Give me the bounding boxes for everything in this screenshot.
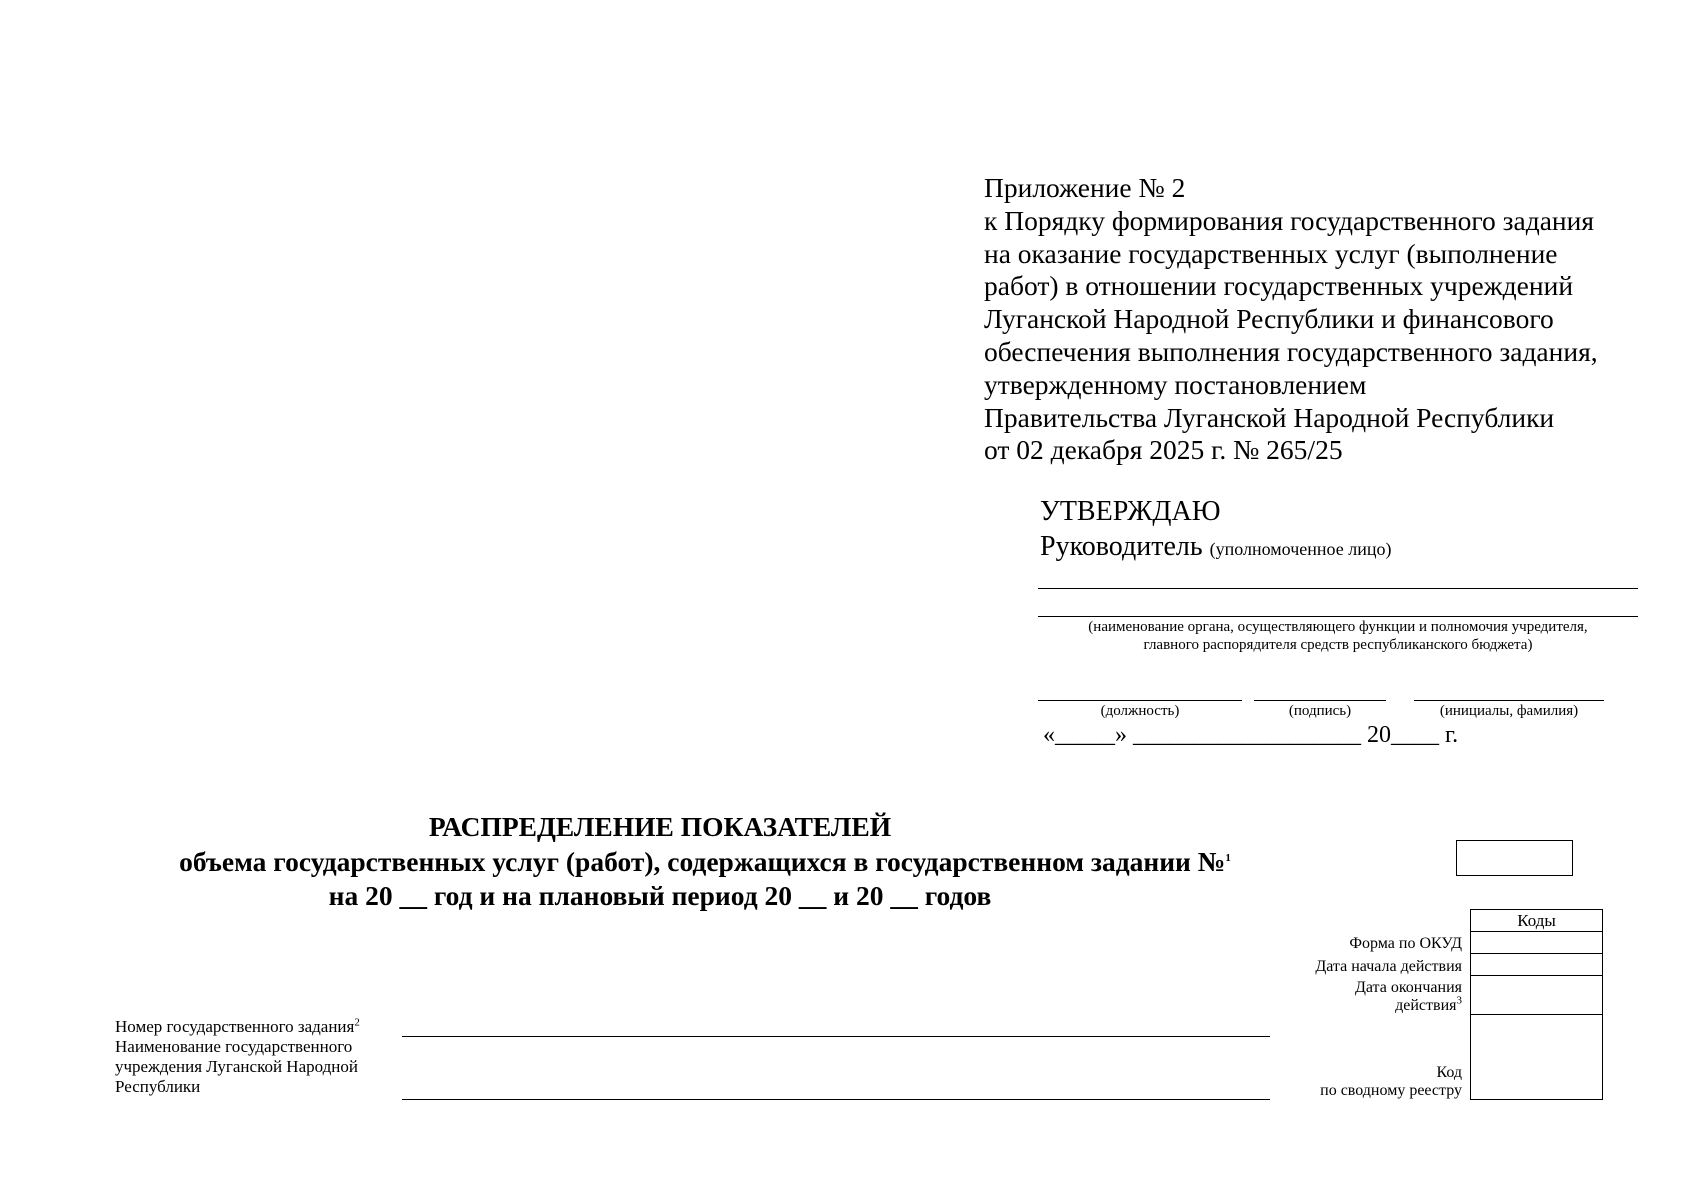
annex-line: работ) в отношении государственных учреждений [984, 270, 1574, 302]
annex-line: утвержденному постановлением [984, 368, 1367, 400]
registry-label-2: по сводному реестру [1320, 1082, 1462, 1099]
annex-line: Приложение № 2 [984, 172, 1186, 203]
task-number-line[interactable] [402, 1036, 1270, 1037]
codes-table [1470, 909, 1603, 1100]
start-date-label: Дата начала действия [1315, 958, 1462, 975]
approve-role-text: Руководитель [1040, 531, 1203, 562]
start-date-cell[interactable] [1470, 954, 1603, 976]
okud-label: Форма по ОКУД [1349, 935, 1462, 952]
organ-line-2 [1038, 616, 1638, 617]
registry-label-1: Код [1436, 1064, 1462, 1081]
annex-line: на оказание государственных услуг (выполнение [984, 237, 1558, 269]
doc-title: РАСПРЕДЕЛЕНИЕ ПОКАЗАТЕЛЕЙ [428, 811, 892, 842]
signature-line [1254, 700, 1386, 701]
annex-line: от 02 декабря 2025 г. № 265/25 [984, 434, 1343, 466]
task-number-box[interactable] [1456, 840, 1573, 876]
name-caption: (инициалы, фамилия) [1439, 703, 1579, 719]
position-caption: (должность) [1100, 703, 1180, 719]
doc-subtitle [0, 846, 1410, 878]
end-date-cell[interactable] [1470, 976, 1603, 1015]
signature-caption: (подпись) [1288, 703, 1352, 719]
institution-line[interactable] [402, 1099, 1270, 1100]
doc-period: на 20 __ год и на плановый период 20 __ и 20 __ годов [328, 880, 992, 911]
codes-header: Коды [1470, 909, 1603, 932]
registry-code-cell[interactable] [1470, 1015, 1603, 1100]
registry-label [1200, 1064, 1462, 1100]
annex-line: обеспечения выполнения государственного задания, [984, 335, 1598, 367]
institution-label-3: Республики [115, 1077, 201, 1096]
approve-title: УТВЕРЖДАЮ [1040, 496, 1221, 527]
doc-subtitle-text: объема государственных услуг (работ), содержащихся в государственном задании № [179, 846, 1226, 877]
name-line [1414, 700, 1604, 701]
position-line [1038, 700, 1242, 701]
end-date-label-2: действия$^3$ [1395, 994, 1462, 1014]
annex-line: к Порядку формирования государственного задания [984, 204, 1594, 236]
organ-caption-line-2: главного распорядителя средств республиканского бюджета) [1143, 637, 1533, 653]
approval-date-line: «_____» ___________________ 20____ г. [1043, 722, 1459, 748]
okud-code-cell[interactable] [1470, 932, 1603, 954]
task-number-label: Номер государственного задания$^2$ [115, 1016, 360, 1036]
end-date-label-1: Дата окончания [1354, 979, 1462, 996]
approve-role-note: (уполномоченное лицо) [1209, 539, 1392, 559]
institution-label [115, 1037, 358, 1097]
end-date-label [1200, 979, 1462, 1015]
organ-caption [1038, 618, 1638, 654]
annex-block [984, 172, 1598, 467]
institution-label-1: Наименование государственного [115, 1037, 353, 1056]
organ-caption-line-1: (наименование органа, осуществляющего функции и полномочия учредителя, [1088, 619, 1588, 635]
institution-label-2: учреждения Луганской Народной [115, 1057, 358, 1076]
organ-line-1 [1038, 588, 1638, 589]
approve-role [1040, 531, 1391, 563]
annex-line: Луганской Народной Республики и финансового [984, 303, 1554, 335]
doc-subtitle-sup: 1 [1225, 851, 1231, 864]
annex-line: Правительства Луганской Народной Республики [984, 401, 1555, 433]
